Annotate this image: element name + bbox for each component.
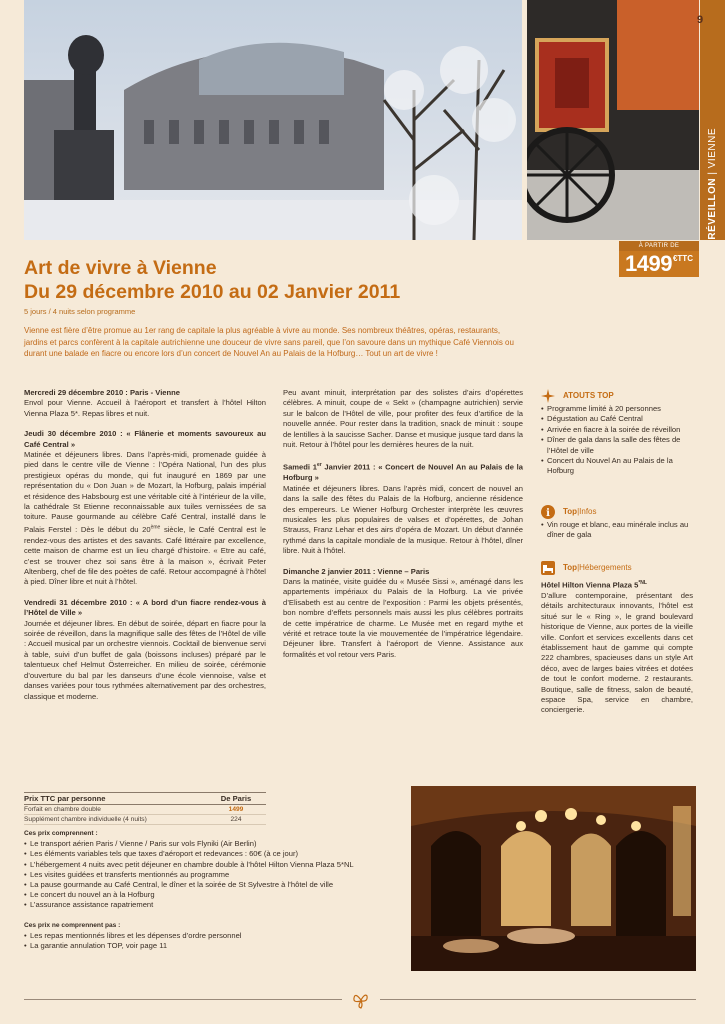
excluded-section [24,921,414,952]
day-2-heading: Jeudi 30 décembre 2010 : « Flânerie et moments savoureux au Café Central » [24,429,266,449]
day-5 [283,567,523,661]
hebergements-heading: Top | Hébergements [541,560,693,576]
list-item: • Le transport aérien Paris / Vienne / Paris sur vols Flyniki (Air Berlin) [24,839,414,849]
infos-list [541,520,693,541]
infos-heading: i Top | Infos [541,504,693,520]
list-item: • Vin rouge et blanc, eau minérale inclus au dîner de gala [541,520,693,541]
day-2 [24,429,266,588]
day-2-text: Matinée et déjeuners libres. Dans l’après-midi, promenade guidée à pied dans le centre ville de Vienne : l’Opéra National, l’un des plus prestigieux opéras du monde, qui fut inauguré en 1869 par une représentation du « Don Juan » de Mozart, la Hofburg, palais impérial et résidence des Habsbourg est une véritable cité à l’intérieur de la ville, la cathédrale St Etienne reconnaissable aux tuiles vernissées de sa toiture. Pause gourmande au célèbre Café Central, installé dans le Palais Ferstel : Dès le début du 20ème siècle, le Café Central est le rendez-vous des artistes et des savants. Café littéraire par excellence, cette maison de charme est un lieu chargé d’histoire. « Etre au café, c’est se trouver chez soi sans être à la maison », écrivait Peter Altenberg, chef de file des poètes de café. Retour accompagné à l’hôtel à pied. Dîner libre et nuit à l’hôtel. [24,450,266,587]
list-item: • Les repas mentionnés libres et les dépenses d’ordre personnel [24,931,414,941]
page-number: 9 [696,14,704,26]
intro-paragraph: Vienne est fière d’être promue au 1er rang de capitale la plus agréable à vivre au monde. Ses nombreux théâtres, opéras, restaurants, jardins et parcs confèrent à la capitale autrichienne une douceur de vivre sans pareil, que l’on savoure dans un mythique Café Viennois ou durant une balade en fiacre ou encore lors d’un concert de Nouvel An au Palais de la Hofburg… Tout un art de vivre ! [24,326,514,358]
program-column-2 [283,388,523,670]
svg-text:i: i [546,508,550,519]
bed-icon [541,561,555,575]
list-item: • Les éléments variables tels que taxes d’aéroport et redevances : 60€ (à ce jour) [24,849,414,859]
excluded-list [24,931,414,951]
info-icon [541,505,555,519]
star-sparkle-icon [541,389,555,403]
footer-divider-left [24,999,342,1000]
day-4-text: Matinée et déjeuners libres. Dans l’après midi, concert de nouvel an dans la salle des fêtes du Palais de la Hofburg, ancienne résidence des empereurs. Le Wiener Hofburg Orchester interprète les œuvres musicales les plus populaires de valses et d’opérettes, de Johan Strauss, Franz Lehar et des airs d’opéra de Mozart. Un début d’année rythmé dans la capitale mondiale de la musique. Retour à l’hôtel, dîner libre. Nuit à l’hôtel. [283,483,523,556]
day-1-text: Envol pour Vienne. Accueil à l’aéroport et transfert à l’hôtel Hilton Vienna Plaza 5*. Repas libres et nuit. [24,398,266,418]
included-list [24,839,414,910]
list-item: • L’hébergement 4 nuits avec petit déjeuner en chambre double à l’hôtel Hilton Vienna Plaza 5*NL [24,860,414,870]
vienna-opera-snow-photo [24,0,522,240]
day-4 [283,460,523,556]
page-title: Art de vivre à Vienne [24,257,217,279]
hotel-description: D’allure contemporaine, présentant des détails architecturaux innovants, l’hôtel est situé sur le « Ring », le grand boulevard historique de Vienne, aux portes de la vieille ville. Confort et services excellents dans cet établissement haut de gamme qui compte 222 chambres, spacieuses dans un style Art déco, avec de larges baies vitrées et dotées de tout le confort moderne. 2 restaurants. Boutique, salle de fitness, salon de beauté, espace Spa, service en chambre, conciergerie. [541,590,693,715]
cafe-central-interior-photo [411,786,696,971]
atouts-list [541,404,693,477]
duration-subtitle: 5 jours / 4 nuits selon programme [24,307,136,316]
price-table-header-city: De Paris [206,793,266,805]
day-5-heading: Dimanche 2 janvier 2011 : Vienne – Paris [283,566,430,576]
fiacre-carriage-photo [527,0,699,240]
list-item: • Programme limité à 20 personnes [541,404,693,414]
price-value: 1499 [625,251,672,276]
included-section [24,829,414,911]
included-heading: Ces prix comprennent : [24,830,98,837]
day-4-heading: Samedi 1er Janvier 2011 : « Concert de Nouvel An au Palais de la Hofburg » [283,462,523,483]
day-3-text: Journée et déjeuner libres. En début de soirée, départ en fiacre pour la soirée de réveillon, dans la magnifique salle des fêtes de l’Hôtel de ville : Accueil musical par un orchestre viennois. Cocktail de bienvenue servi à table, suivi d’un buffet de gala (boissons incluses) préparé par le talentueux chef Helmut Österreicher. En milieu de soirée, cérémonie d’ouverture du bal par les danseurs d’une école viennoise, valse et danses variées pour tous rythmées alternativement par des orchestres, classique et moderne. [24,618,266,701]
section-label: RÉVEILLON | VIENNE [707,128,718,240]
day-3 [24,598,266,702]
price-suffix: €TTC [672,254,693,263]
hotel-name: Hôtel Hilton Vienna Plaza $5^{*NL}$ [541,580,647,590]
list-item: • La garantie annulation TOP, voir page 11 [24,941,414,951]
list-item: • La pause gourmande au Café Central, le dîner et la soirée de St Sylvestre à l’hôtel de ville [24,880,414,890]
butterfly-logo-icon [351,990,371,1010]
list-item: • Les visites guidées et transferts mentionnés au programme [24,870,414,880]
top-infos-section [541,504,693,541]
footer-divider-right [380,999,696,1000]
day-3-heading: Vendredi 31 décembre 2010 : « A bord d’un fiacre rendez-vous à l’Hôtel de Ville » [24,597,266,618]
day-1-heading: Mercredi 29 décembre 2010 : Paris - Vienne [24,388,181,397]
day-1 [24,388,266,419]
list-item: • Dégustation au Café Central [541,414,693,424]
program-column-1 [24,388,266,712]
price-from-label: À PARTIR DE [619,241,699,251]
top-hebergements-section [541,560,693,716]
list-item: • Arrivée en fiacre à la soirée de réveillon [541,425,693,435]
list-item: • L’assurance assistance rapatriement [24,900,414,910]
list-item: • Concert du Nouvel An au Palais de la Hofburg [541,456,693,477]
excluded-heading: Ces prix ne comprennent pas : [24,922,121,929]
price-badge [619,251,699,277]
day-3-continued: Peu avant minuit, interprétation par des solistes d’airs d’opérettes célèbres. A minuit, coupe de « Sekt » (champagne autrichien) servie sur le balcon de l’Hôtel de ville, pour profiter des feux d’artifice de la nouvelle année. Pour rester dans la tradition, snack de minuit : soupe de lentilles à la saucisse Sacher. Danse et musique jusque tard dans la nuit. Retour à l’hôtel pour les dernières heures de la nuit. [283,388,523,450]
list-item: • Dîner de gala dans la salle des fêtes de l’Hôtel de ville [541,435,693,456]
page-title-dates: Du 29 décembre 2010 au 02 Janvier 2011 [24,281,401,303]
day-5-text: Dans la matinée, visite guidée du « Musée Sissi », aménagé dans les appartements impériaux du Palais de la Hofburg. La vie privée d’Elisabeth est au centre de l’exposition : Parmi les objets présentés, bon nombre d’effets personnels mais aussi les plus célèbres portraits de cette impératrice de charme. Le Musée met en regard mythe et vérité et retrace toute la vie mouvementée de l’impératrice légendaire. Déjeuner libre. Transfert à l’aéroport de Vienne. Assistance aux formalités et vol retour vers Paris. [283,577,523,659]
atouts-heading: ATOUTS TOP [541,388,693,404]
atouts-top-section [541,388,693,477]
table-row: Forfait en chambre double 1499 [24,805,266,815]
list-item: • Le concert du nouvel an à la Hofburg [24,890,414,900]
price-table-header-label: Prix TTC par personne [24,793,206,805]
price-table [24,792,266,825]
table-row: Supplément chambre individuelle (4 nuits) 224 [24,815,266,825]
